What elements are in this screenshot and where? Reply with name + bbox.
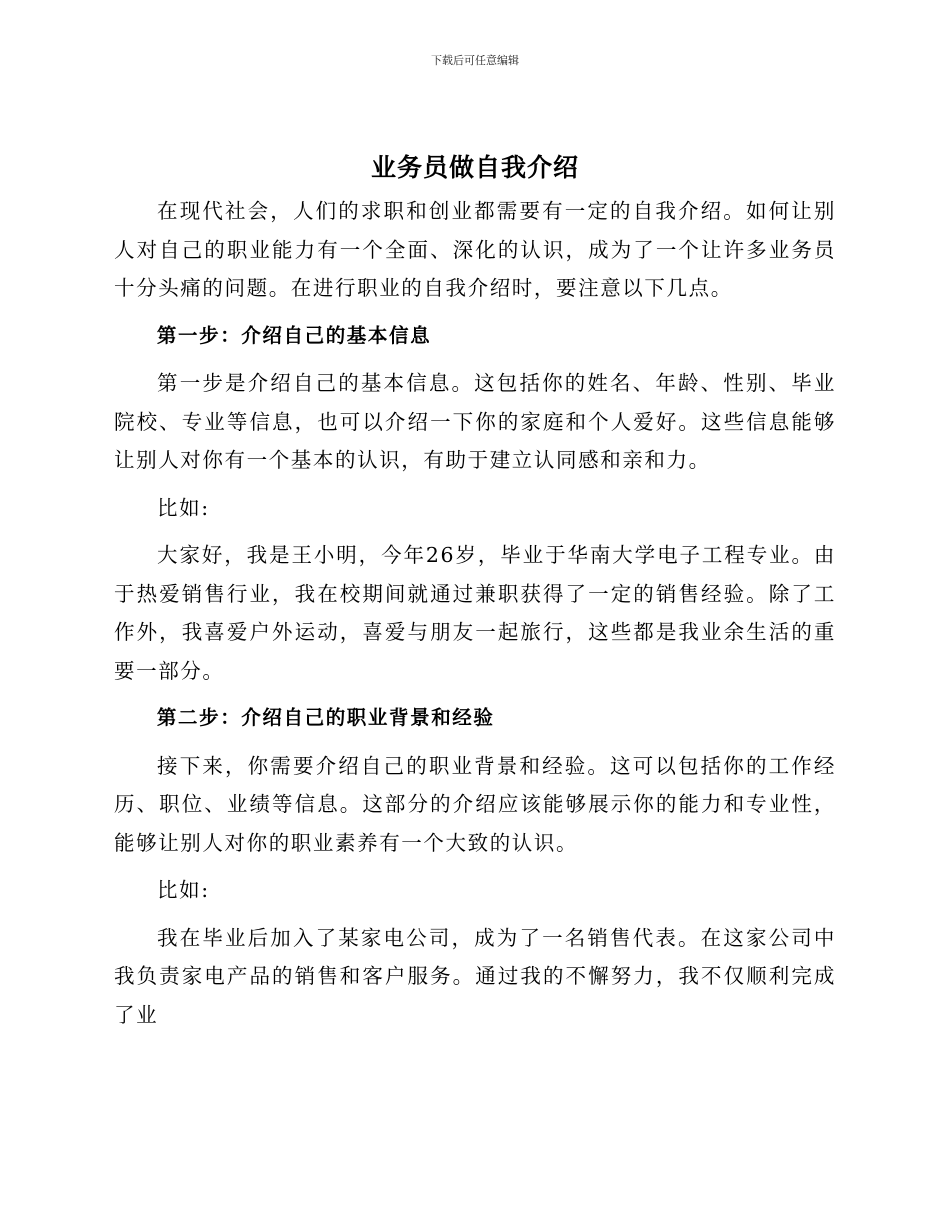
spacer (114, 480, 836, 489)
step2-paragraph: 接下来，你需要介绍自己的职业背景和经验。这可以包括你的工作经历、职位、业绩等信息。这部分的介绍应该能够展示你的能力和专业性，能够让别人对你的职业素养有一个大致的认识。 (114, 753, 836, 855)
step1-paragraph: 第一步是介绍自己的基本信息。这包括你的姓名、年龄、性别、毕业院校、专业等信息，也可以介绍一下你的家庭和个人爱好。这些信息能够让别人对你有一个基本的认识，有助于建立认同感和亲和力。 (114, 371, 836, 472)
spacer (114, 527, 836, 536)
step1-heading: 第一步：介绍自己的基本信息 (156, 323, 432, 347)
intro-paragraph: 在现代社会，人们的求职和创业都需要有一定的自我介绍。如何让别人对自己的职业能力有一个全面、深化的认识，成为了一个让许多业务员十分头痛的问题。在进行职业的自我介绍时，要注意以下几点。 (114, 199, 836, 300)
spacer (114, 910, 836, 919)
spacer (114, 690, 836, 699)
spacer (114, 738, 836, 747)
step2-example-label: 比如: (157, 878, 210, 902)
header-note: 下载后可任意编辑 (431, 54, 519, 67)
document-title: 业务员做自我介绍 (370, 153, 579, 182)
spacer (114, 862, 836, 871)
step1-example-paragraph: 大家好，我是王小明，今年26岁，毕业于华南大学电子工程专业。由于热爱销售行业，我在校期间就通过兼职获得了一定的销售经验。除了工作外，我喜爱户外运动，喜爱与朋友一起旅行，这些都是我业余生活的重要一部分。 (114, 543, 836, 683)
spacer (114, 308, 836, 317)
step1-example-label: 比如: (157, 495, 210, 520)
spacer (114, 355, 836, 364)
step2-example-paragraph: 我在毕业后加入了某家电公司，成为了一名销售代表。在这家公司中我负责家电产品的销售和客户服务。通过我的不懈努力，我不仅顺利完成了业 (114, 925, 836, 1027)
step2-heading: 第二步：介绍自己的职业背景和经验 (156, 706, 495, 729)
document-body (114, 192, 836, 1034)
